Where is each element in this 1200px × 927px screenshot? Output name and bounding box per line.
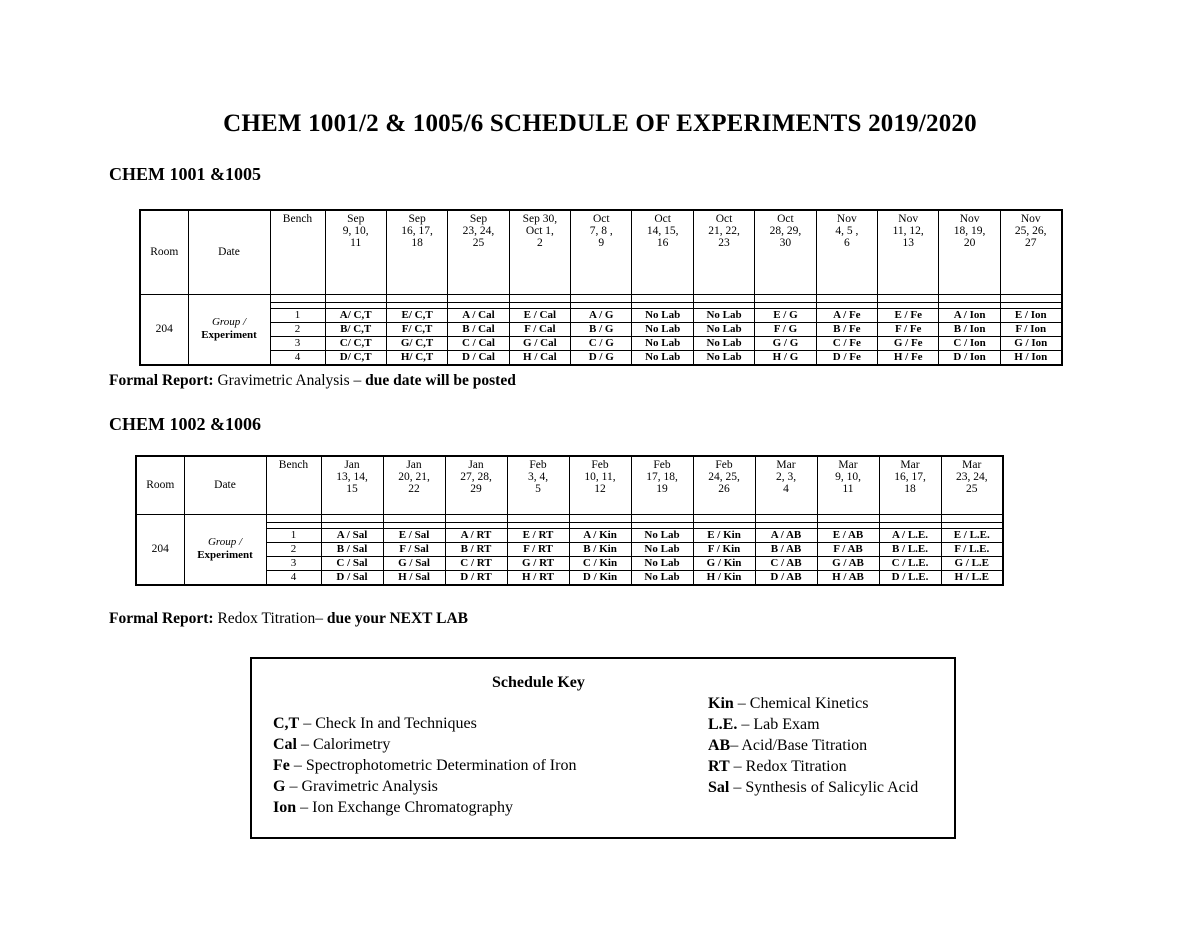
- schedule-cell: A / Cal: [448, 308, 509, 322]
- date-col-header: [383, 456, 445, 514]
- key-abbr: Cal: [273, 736, 297, 753]
- date-text: Jan 20, 21, 22: [398, 459, 430, 495]
- bench-header: Bench: [266, 456, 321, 514]
- schedule-cell: A / AB: [755, 528, 817, 542]
- key-entry: [273, 713, 576, 734]
- schedule-cell: C / Kin: [569, 556, 631, 570]
- spacer-cell: [693, 514, 755, 522]
- schedule-cell: No Lab: [693, 350, 754, 365]
- table-row: [140, 350, 1062, 365]
- date-text: Feb 24, 25, 26: [708, 459, 740, 495]
- schedule-cell: F / G: [755, 322, 816, 336]
- spacer-cell: [266, 514, 321, 522]
- date-text: Nov 18, 19, 20: [953, 213, 986, 249]
- schedule-cell: B / Cal: [448, 322, 509, 336]
- schedule-cell: B / Fe: [816, 322, 877, 336]
- schedule-cell: No Lab: [693, 336, 754, 350]
- schedule-cell: G / Fe: [878, 336, 939, 350]
- report-due: due date will be posted: [365, 372, 516, 389]
- report-label: Formal Report:: [109, 372, 214, 389]
- key-desc: – Gravimetric Analysis: [285, 778, 438, 795]
- spacer-cell: [507, 514, 569, 522]
- room-header: Room: [140, 210, 188, 294]
- schedule-cell: A / RT: [445, 528, 507, 542]
- schedule-cell: G / L.E: [941, 556, 1003, 570]
- date-text: Feb 3, 4, 5: [527, 459, 549, 495]
- date-text: Oct 14, 15, 16: [646, 213, 679, 249]
- group-label: Group /: [207, 536, 243, 548]
- key-entry: [708, 756, 918, 777]
- schedule-cell: G / RT: [507, 556, 569, 570]
- table-row: [140, 308, 1062, 322]
- room-number: 204: [140, 294, 188, 365]
- group-experiment-label: [189, 316, 270, 342]
- bench-number: 2: [266, 542, 321, 556]
- date-text: Sep 9, 10, 11: [342, 213, 369, 249]
- key-desc: – Redox Titration: [729, 758, 847, 775]
- schedule-cell: F/ C,T: [386, 322, 447, 336]
- schedule-cell: A / L.E.: [879, 528, 941, 542]
- spacer-cell: [878, 294, 939, 302]
- date-text: Mar 23, 24, 25: [955, 459, 988, 495]
- schedule-cell: D / Fe: [816, 350, 877, 365]
- schedule-cell: F / AB: [817, 542, 879, 556]
- schedule-cell: D / Cal: [448, 350, 509, 365]
- schedule-cell: A / G: [571, 308, 632, 322]
- date-col-header: [879, 456, 941, 514]
- schedule-cell: C / Cal: [448, 336, 509, 350]
- schedule-cell: B / Sal: [321, 542, 383, 556]
- spacer-cell: [755, 294, 816, 302]
- schedule-cell: E / G: [755, 308, 816, 322]
- key-entry: [708, 693, 918, 714]
- schedule-cell: D / Kin: [569, 570, 631, 585]
- date-col-header: [507, 456, 569, 514]
- bench-number: 3: [270, 336, 325, 350]
- schedule-cell: A/ C,T: [325, 308, 386, 322]
- schedule-table-fall: [139, 209, 1063, 366]
- key-entry: [273, 776, 576, 797]
- schedule-cell: E / Cal: [509, 308, 570, 322]
- schedule-cell: E / AB: [817, 528, 879, 542]
- schedule-cell: C / AB: [755, 556, 817, 570]
- key-desc: – Lab Exam: [737, 716, 820, 733]
- schedule-cell: G / Cal: [509, 336, 570, 350]
- spacer-cell: [569, 514, 631, 522]
- schedule-cell: F / Fe: [878, 322, 939, 336]
- group-label: Group /: [211, 316, 247, 328]
- formal-report-winter: [109, 610, 468, 628]
- schedule-cell: No Lab: [632, 350, 693, 365]
- key-desc: – Calorimetry: [297, 736, 391, 753]
- schedule-cell: G / Ion: [1000, 336, 1061, 350]
- key-desc: – Check In and Techniques: [299, 715, 477, 732]
- schedule-cell: E / Fe: [878, 308, 939, 322]
- group-experiment-label: [185, 536, 266, 562]
- schedule-cell: H / AB: [817, 570, 879, 585]
- schedule-cell: F / Kin: [693, 542, 755, 556]
- experiment-label: Experiment: [201, 329, 257, 341]
- schedule-cell: G/ C,T: [386, 336, 447, 350]
- spacer-cell: [509, 294, 570, 302]
- bench-number: 1: [266, 528, 321, 542]
- date-text: Oct 21, 22, 23: [708, 213, 740, 249]
- spacer-cell: [632, 294, 693, 302]
- spacer-cell: [571, 294, 632, 302]
- spacer-cell: [631, 514, 693, 522]
- schedule-cell: H / L.E: [941, 570, 1003, 585]
- table-body: [140, 294, 1062, 365]
- schedule-cell: F / RT: [507, 542, 569, 556]
- date-col-header: [321, 456, 383, 514]
- schedule-cell: No Lab: [632, 322, 693, 336]
- group-experiment-cell: [184, 514, 266, 585]
- date-text: Nov 25, 26, 27: [1014, 213, 1047, 249]
- schedule-cell: No Lab: [693, 308, 754, 322]
- schedule-cell: C/ C,T: [325, 336, 386, 350]
- date-col-header: [693, 210, 754, 294]
- date-col-header: [755, 210, 816, 294]
- key-desc: – Synthesis of Salicylic Acid: [729, 779, 919, 796]
- key-entry: [708, 735, 918, 756]
- key-abbr: G: [273, 778, 286, 795]
- schedule-cell: H / Fe: [878, 350, 939, 365]
- date-col-header: [448, 210, 509, 294]
- key-right-column: [708, 693, 918, 798]
- key-abbr: Ion: [273, 799, 297, 816]
- schedule-cell: C / L.E.: [879, 556, 941, 570]
- schedule-cell: D / AB: [755, 570, 817, 585]
- spacer-cell: [386, 294, 447, 302]
- spacer-cell: [448, 294, 509, 302]
- schedule-cell: C / G: [571, 336, 632, 350]
- schedule-cell: H / Sal: [383, 570, 445, 585]
- schedule-cell: A / Fe: [816, 308, 877, 322]
- schedule-cell: F / Ion: [1000, 322, 1061, 336]
- key-desc: – Ion Exchange Chromatography: [296, 799, 513, 816]
- schedule-cell: B / RT: [445, 542, 507, 556]
- section2-heading: CHEM 1002 &1006: [109, 414, 261, 434]
- date-col-header: [509, 210, 570, 294]
- date-header: Date: [184, 456, 266, 514]
- key-entry: [273, 734, 576, 755]
- date-col-header: [816, 210, 877, 294]
- date-col-header: [755, 456, 817, 514]
- report-text: Gravimetric Analysis –: [213, 372, 366, 389]
- schedule-cell: No Lab: [631, 542, 693, 556]
- schedule-cell: B / L.E.: [879, 542, 941, 556]
- schedule-cell: H / Cal: [509, 350, 570, 365]
- date-header: Date: [188, 210, 270, 294]
- report-text: Redox Titration–: [213, 610, 327, 627]
- schedule-cell: E / L.E.: [941, 528, 1003, 542]
- schedule-cell: A / Sal: [321, 528, 383, 542]
- spacer-cell: [816, 294, 877, 302]
- key-left-column: [273, 713, 576, 818]
- date-col-header: [1000, 210, 1061, 294]
- spacer-cell: [383, 514, 445, 522]
- date-col-header: [939, 210, 1000, 294]
- key-abbr: Kin: [708, 695, 734, 712]
- key-abbr: Fe: [273, 757, 290, 774]
- date-col-header: [632, 210, 693, 294]
- schedule-cell: D / Sal: [321, 570, 383, 585]
- schedule-cell: E / RT: [507, 528, 569, 542]
- bench-number: 4: [270, 350, 325, 365]
- report-label: Formal Report:: [109, 610, 214, 627]
- date-col-header: [445, 456, 507, 514]
- schedule-cell: No Lab: [693, 322, 754, 336]
- table-row: [140, 336, 1062, 350]
- key-desc: – Spectrophotometric Determination of Iron: [289, 757, 577, 774]
- spacer-cell: [939, 294, 1000, 302]
- table-row: [140, 322, 1062, 336]
- schedule-cell: D / RT: [445, 570, 507, 585]
- schedule-cell: D / L.E.: [879, 570, 941, 585]
- schedule-cell: H / Kin: [693, 570, 755, 585]
- date-text: Oct 7, 8 , 9: [589, 213, 613, 249]
- schedule-cell: D/ C,T: [325, 350, 386, 365]
- spacer-cell: [1000, 294, 1061, 302]
- schedule-cell: No Lab: [632, 308, 693, 322]
- schedule-cell: B / Ion: [939, 322, 1000, 336]
- date-col-header: [817, 456, 879, 514]
- date-col-header: [878, 210, 939, 294]
- schedule-table-winter: [135, 455, 1004, 586]
- schedule-cell: E / Sal: [383, 528, 445, 542]
- date-col-header: [693, 456, 755, 514]
- schedule-cell: E / Ion: [1000, 308, 1061, 322]
- schedule-cell: F / Cal: [509, 322, 570, 336]
- schedule-cell: C / Ion: [939, 336, 1000, 350]
- spacer-cell: [817, 514, 879, 522]
- date-text: Mar 9, 10, 11: [835, 459, 861, 495]
- experiment-label: Experiment: [197, 549, 253, 561]
- table-row: [136, 556, 1003, 570]
- date-text: Oct 28, 29, 30: [769, 213, 802, 249]
- spacer-row: [136, 514, 1003, 522]
- date-text: Mar 16, 17, 18: [894, 459, 926, 495]
- spacer-cell: [445, 514, 507, 522]
- date-text: Sep 16, 17, 18: [401, 213, 433, 249]
- date-col-header: [631, 456, 693, 514]
- spacer-cell: [270, 294, 325, 302]
- key-abbr: Sal: [708, 779, 730, 796]
- formal-report-fall: [109, 372, 516, 390]
- room-number: 204: [136, 514, 184, 585]
- key-abbr: C,T: [273, 715, 300, 732]
- date-text: Jan 27, 28, 29: [460, 459, 492, 495]
- schedule-cell: No Lab: [631, 528, 693, 542]
- schedule-cell: H / Ion: [1000, 350, 1061, 365]
- date-text: Feb 10, 11, 12: [584, 459, 616, 495]
- report-due: due your NEXT LAB: [326, 610, 468, 627]
- schedule-cell: G / Kin: [693, 556, 755, 570]
- schedule-cell: G / G: [755, 336, 816, 350]
- spacer-cell: [755, 514, 817, 522]
- date-text: Feb 17, 18, 19: [646, 459, 678, 495]
- spacer-cell: [941, 514, 1003, 522]
- room-header: Room: [136, 456, 184, 514]
- table-body: [136, 514, 1003, 585]
- schedule-key-box: [250, 657, 956, 839]
- key-entry: [273, 797, 576, 818]
- date-text: Nov 4, 5 , 6: [835, 213, 859, 249]
- table-row: [136, 542, 1003, 556]
- spacer-cell: [321, 514, 383, 522]
- schedule-cell: E / Kin: [693, 528, 755, 542]
- page-title: CHEM 1001/2 & 1005/6 SCHEDULE OF EXPERIMENTS 2019/2020: [223, 110, 977, 137]
- date-text: Jan 13, 14, 15: [336, 459, 368, 495]
- spacer-cell: [693, 294, 754, 302]
- schedule-cell: C / RT: [445, 556, 507, 570]
- table-row: [136, 570, 1003, 585]
- schedule-cell: B / Kin: [569, 542, 631, 556]
- bench-number: 1: [270, 308, 325, 322]
- bench-number: 3: [266, 556, 321, 570]
- schedule-cell: F / Sal: [383, 542, 445, 556]
- spacer-cell: [325, 294, 386, 302]
- key-entry: [708, 777, 918, 798]
- spacer-cell: [879, 514, 941, 522]
- schedule-cell: No Lab: [632, 336, 693, 350]
- bench-number: 2: [270, 322, 325, 336]
- schedule-cell: H / G: [755, 350, 816, 365]
- section1-heading: CHEM 1001 &1005: [109, 164, 261, 184]
- schedule-cell: E/ C,T: [386, 308, 447, 322]
- date-col-header: [325, 210, 386, 294]
- date-text: Nov 11, 12, 13: [892, 213, 924, 249]
- key-desc: – Chemical Kinetics: [733, 695, 869, 712]
- key-entry: [708, 714, 918, 735]
- date-col-header: [386, 210, 447, 294]
- schedule-cell: A / Kin: [569, 528, 631, 542]
- key-abbr: RT: [708, 758, 730, 775]
- date-text: Sep 23, 24, 25: [462, 213, 495, 249]
- bench-number: 4: [266, 570, 321, 585]
- schedule-cell: D / Ion: [939, 350, 1000, 365]
- date-col-header: [571, 210, 632, 294]
- key-abbr: L.E.: [708, 716, 738, 733]
- date-col-header: [941, 456, 1003, 514]
- date-col-header: [569, 456, 631, 514]
- schedule-cell: G / Sal: [383, 556, 445, 570]
- schedule-cell: F / L.E.: [941, 542, 1003, 556]
- schedule-cell: C / Fe: [816, 336, 877, 350]
- schedule-cell: No Lab: [631, 570, 693, 585]
- date-text: Mar 2, 3, 4: [775, 459, 797, 495]
- schedule-cell: H / RT: [507, 570, 569, 585]
- schedule-cell: B / AB: [755, 542, 817, 556]
- schedule-key-title: Schedule Key: [492, 674, 585, 691]
- spacer-row: [140, 294, 1062, 302]
- schedule-cell: H/ C,T: [386, 350, 447, 365]
- group-experiment-cell: [188, 294, 270, 365]
- schedule-cell: B / G: [571, 322, 632, 336]
- schedule-cell: B/ C,T: [325, 322, 386, 336]
- bench-header: Bench: [270, 210, 325, 294]
- table-row: [136, 528, 1003, 542]
- key-entry: [273, 755, 576, 776]
- schedule-cell: G / AB: [817, 556, 879, 570]
- schedule-cell: A / Ion: [939, 308, 1000, 322]
- date-text: Sep 30, Oct 1, 2: [522, 213, 558, 249]
- schedule-cell: D / G: [571, 350, 632, 365]
- key-desc: – Acid/Base Titration: [730, 737, 868, 754]
- key-abbr: AB: [708, 737, 731, 754]
- schedule-cell: No Lab: [631, 556, 693, 570]
- schedule-cell: C / Sal: [321, 556, 383, 570]
